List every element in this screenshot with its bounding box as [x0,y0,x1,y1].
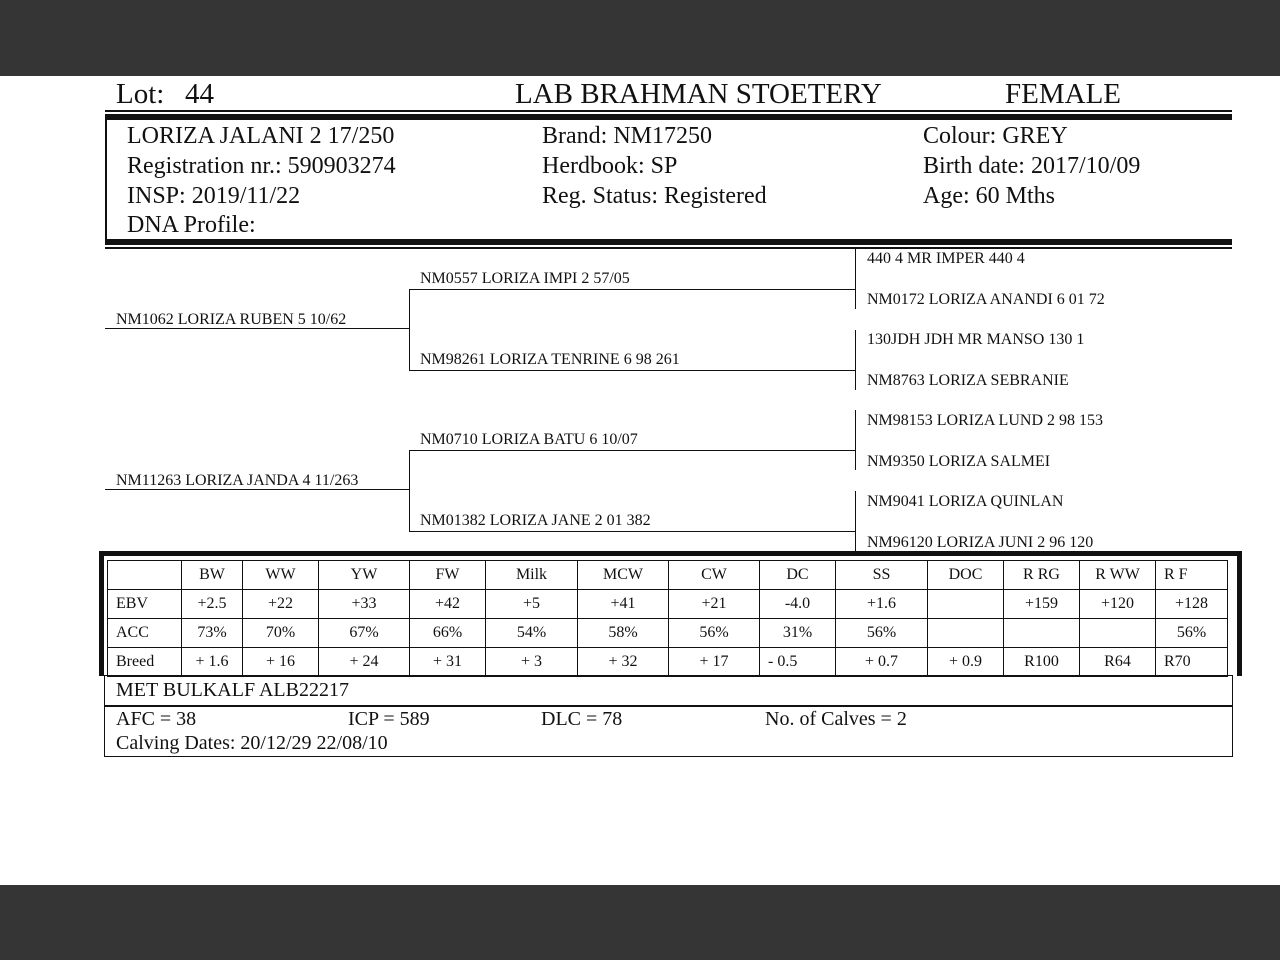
table-cell [1080,619,1156,648]
table-cell: + 1.6 [182,648,243,677]
table-cell: +2.5 [182,590,243,619]
dlc-value: DLC = 78 [541,708,623,730]
table-cell: + 0.9 [928,648,1004,677]
header-rule-thin [105,110,1232,112]
dam-bracket [409,450,410,531]
gen3-ancestor-4: NM8763 LORIZA SEBRANIE [867,372,1069,389]
row-label: ACC [108,619,182,648]
header-cell [108,561,182,590]
table-cell: + 16 [243,648,319,677]
brand: Brand: NM17250 [542,123,712,149]
table-row [108,648,1228,677]
table-cell: 56% [669,619,760,648]
table-cell: R100 [1004,648,1080,677]
table-cell: 54% [486,619,578,648]
table-cell: +33 [319,590,410,619]
table-cell: +159 [1004,590,1080,619]
herdbook: Herdbook: SP [542,153,678,179]
header-cell: R F [1156,561,1228,590]
lot-label: Lot: [116,78,165,110]
gen3-ancestor-2: NM0172 LORIZA ANANDI 6 01 72 [867,291,1105,308]
header-cell: R RG [1004,561,1080,590]
number-of-calves: No. of Calves = 2 [765,708,907,730]
table-cell: 66% [410,619,486,648]
table-cell: +42 [410,590,486,619]
row-label: Breed [108,648,182,677]
dam-sire-line [409,450,855,451]
table-cell: + 17 [669,648,760,677]
header-cell: DC [760,561,836,590]
gen3-ancestor-1: 440 4 MR IMPER 440 4 [867,250,1025,267]
header-cell: R WW [1080,561,1156,590]
table-cell: 73% [182,619,243,648]
header-rule-thick [105,114,1232,120]
table-cell: 70% [243,619,319,648]
bottom-dark-band [0,885,1280,960]
gen3-bracket-1 [855,249,856,309]
birth-date: Birth date: 2017/10/09 [923,153,1141,179]
table-row [108,590,1228,619]
info-rule-thin [105,247,1232,249]
table-cell: R70 [1156,648,1228,677]
header-cell: YW [319,561,410,590]
met-bulkalf: MET BULKALF ALB22217 [116,679,349,701]
gen3-bracket-4 [855,491,856,551]
row-label: EBV [108,590,182,619]
table-cell: +120 [1080,590,1156,619]
afc-value: AFC = 38 [116,708,197,730]
table-cell [928,619,1004,648]
header-cell: CW [669,561,760,590]
table-cell: +21 [669,590,760,619]
dam-dam-name: NM01382 LORIZA JANE 2 01 382 [420,512,651,529]
gen3-bracket-2 [855,330,856,390]
table-cell: 58% [578,619,669,648]
gen3-bracket-3 [855,410,856,470]
sire-sire-name: NM0557 LORIZA IMPI 2 57/05 [420,270,630,287]
table-cell [928,590,1004,619]
ebv-table [107,560,1228,677]
icp-value: ICP = 589 [348,708,430,730]
ebv-header-row [108,561,1228,590]
table-cell: +41 [578,590,669,619]
dna-profile: DNA Profile: [127,212,256,238]
top-dark-band [0,0,1280,76]
table-cell: 56% [836,619,928,648]
header-cell: SS [836,561,928,590]
reg-status: Reg. Status: Registered [542,183,767,209]
sire-bracket [409,289,410,370]
header-cell: Milk [486,561,578,590]
insp-date: INSP: 2019/11/22 [127,183,301,209]
dam-sire-name: NM0710 LORIZA BATU 6 10/07 [420,431,638,448]
sire-dam-name: NM98261 LORIZA TENRINE 6 98 261 [420,351,680,368]
header-cell: FW [410,561,486,590]
calving-dates: Calving Dates: 20/12/29 22/08/10 [116,732,388,754]
gen3-ancestor-5: NM98153 LORIZA LUND 2 98 153 [867,412,1103,429]
table-cell: 67% [319,619,410,648]
dam-name: NM11263 LORIZA JANDA 4 11/263 [116,472,359,489]
header-cell: MCW [578,561,669,590]
table-cell: - 0.5 [760,648,836,677]
age: Age: 60 Mths [923,183,1055,209]
gen3-ancestor-3: 130JDH JDH MR MANSO 130 1 [867,331,1085,348]
header-cell: WW [243,561,319,590]
colour: Colour: GREY [923,123,1068,149]
gen3-ancestor-6: NM9350 LORIZA SALMEI [867,453,1051,470]
lot-number: 44 [185,78,214,110]
sire-name: NM1062 LORIZA RUBEN 5 10/62 [116,311,347,328]
animal-name: LORIZA JALANI 2 17/250 [127,123,395,149]
registration-number: Registration nr.: 590903274 [127,153,396,179]
table-cell: + 3 [486,648,578,677]
gen3-ancestor-8: NM96120 LORIZA JUNI 2 96 120 [867,534,1094,551]
table-cell: + 0.7 [836,648,928,677]
table-row [108,619,1228,648]
header-cell: BW [182,561,243,590]
table-cell: +22 [243,590,319,619]
header-cell: DOC [928,561,1004,590]
table-cell: + 24 [319,648,410,677]
sire-dam-line [409,370,855,371]
table-cell: -4.0 [760,590,836,619]
info-rule-thick [105,239,1232,245]
breeder-name: LAB BRAHMAN STOETERY [515,78,882,110]
info-left-border [105,120,107,242]
table-cell: +128 [1156,590,1228,619]
table-cell: 56% [1156,619,1228,648]
table-cell: + 32 [578,648,669,677]
sire-sire-line [409,289,855,290]
table-cell [1004,619,1080,648]
table-cell: +5 [486,590,578,619]
table-cell: + 31 [410,648,486,677]
dam-dam-line [409,531,855,532]
table-cell: R64 [1080,648,1156,677]
sex-label: FEMALE [1005,78,1121,110]
table-cell: +1.6 [836,590,928,619]
table-cell: 31% [760,619,836,648]
gen3-ancestor-7: NM9041 LORIZA QUINLAN [867,493,1064,510]
